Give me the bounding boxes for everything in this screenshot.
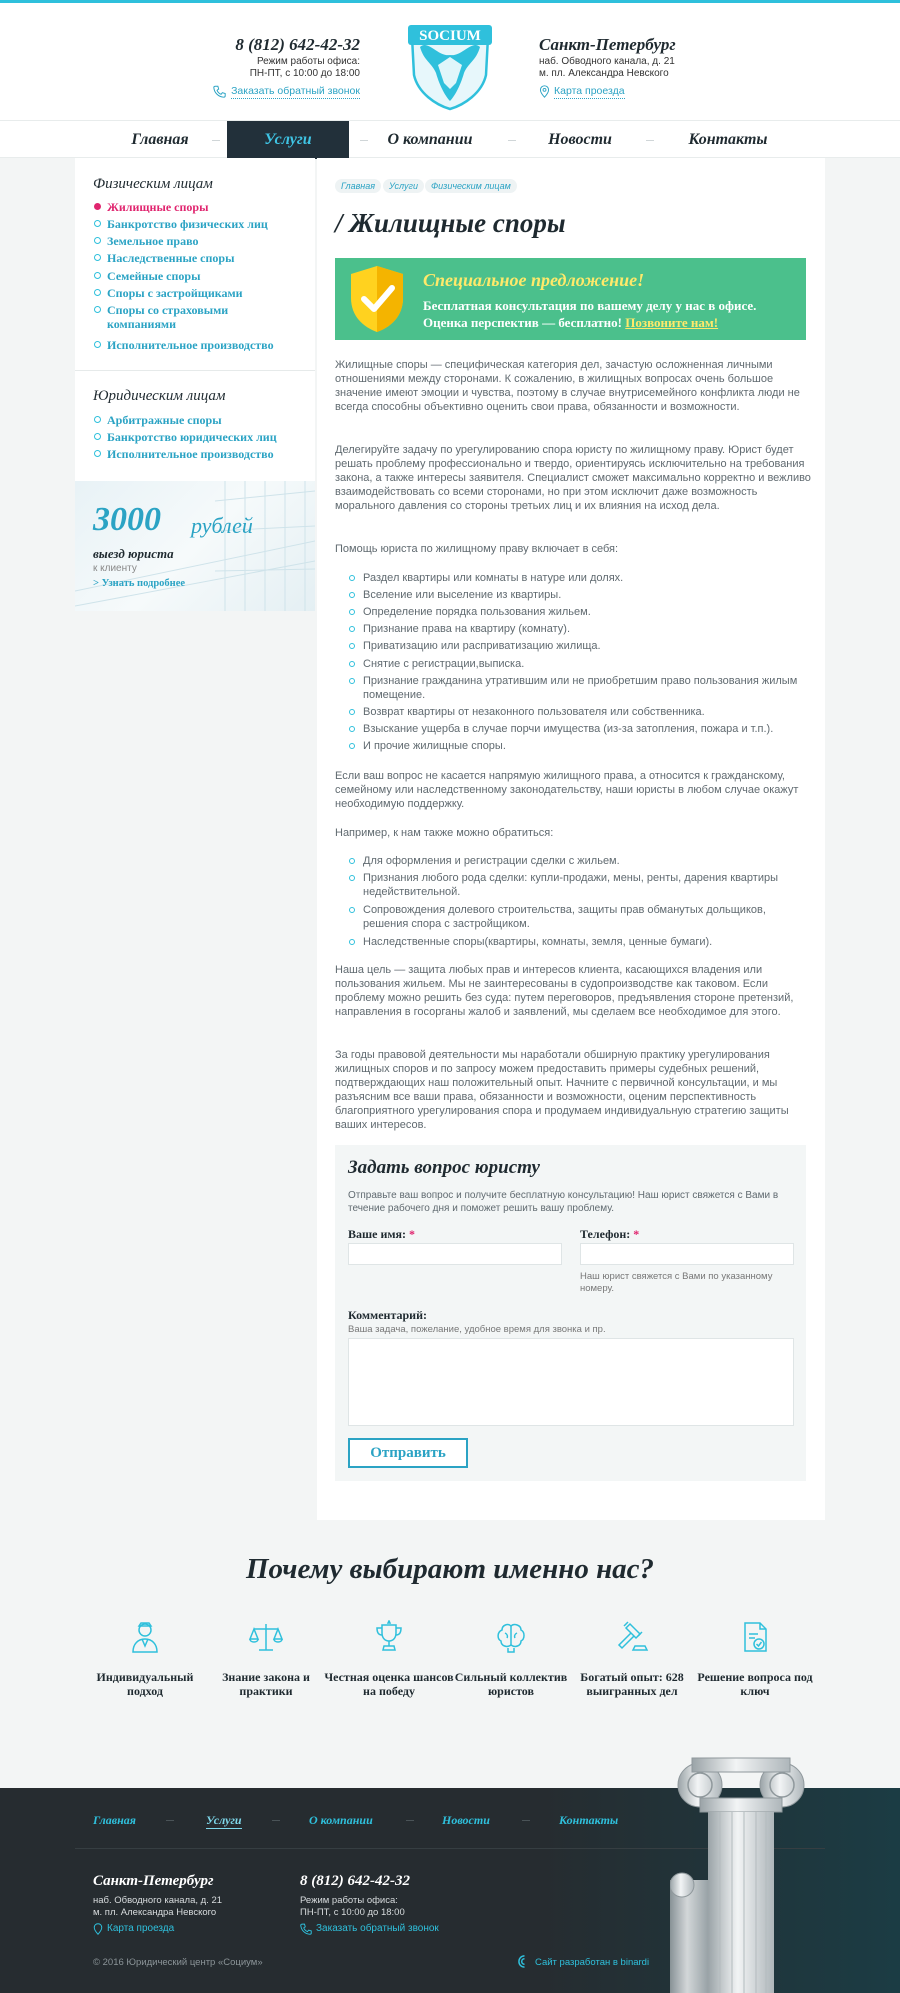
list-item: Признания любого рода сделки: купли-продажи, мены, ренты, дарения квартиры недействительной. — [363, 872, 779, 898]
promo-small-text: к клиенту — [93, 563, 137, 574]
sidebar-item-bankruptcy-individuals[interactable]: Банкротство физических лиц — [107, 217, 268, 231]
breadcrumb-services[interactable]: Услуги — [383, 179, 424, 193]
breadcrumb-home[interactable]: Главная — [335, 179, 381, 193]
list-item: Сопровождения долевого строительства, защиты прав обманутых дольщиков, решения спора с застройщиком. — [363, 904, 766, 930]
map-link[interactable]: Карта проезда — [554, 85, 625, 97]
nav-separator — [646, 140, 654, 141]
comment-hint: Ваша задача, пожелание, удобное время для звонка и пр. — [348, 1324, 606, 1335]
copyright: © 2016 Юридический центр «Социум» — [93, 1957, 263, 1968]
footer-nav-services[interactable]: Услуги — [206, 1813, 242, 1827]
list-bullet — [349, 743, 355, 749]
list-bullet — [349, 661, 355, 667]
column-image — [670, 1750, 810, 1993]
header-hours: ПН-ПТ, с 10:00 до 18:00 — [249, 68, 360, 79]
header-phone[interactable]: 8 (812) 642-42-32 — [235, 35, 360, 54]
sidebar-individuals-title: Физическим лицам — [93, 176, 213, 192]
sidebar-item-arbitration[interactable]: Арбитражные споры — [107, 413, 222, 427]
map-pin-icon — [93, 1923, 103, 1935]
sidebar-bullet — [94, 289, 101, 296]
sidebar-item-family[interactable]: Семейные споры — [107, 269, 201, 283]
brain-icon — [494, 1620, 528, 1654]
sidebar-item-enforcement[interactable]: Исполнительное производство — [107, 338, 274, 352]
list-bullet — [349, 875, 355, 881]
nav-services[interactable]: Услуги — [227, 121, 349, 159]
list-item: Наследственные споры(квартиры, комнаты, земля, ценные бумаги). — [363, 936, 713, 948]
sidebar-bullet — [94, 416, 101, 423]
required-mark: * — [409, 1227, 416, 1241]
footer-nav-separator — [522, 1820, 530, 1821]
footer-phone[interactable]: 8 (812) 642-42-32 — [300, 1873, 410, 1889]
document-check-icon — [738, 1620, 772, 1654]
sidebar — [75, 158, 315, 610]
paragraph-other: Если ваш вопрос не касается напрямую жилищного права, а относится к гражданскому, семейному или наследственному законодательству, наши юристы в любом случае окажут необходимую поддержку. — [335, 770, 799, 810]
form-title: Задать вопрос юристу — [348, 1157, 540, 1178]
why-item-label: Сильный коллектив юристов — [454, 1670, 568, 1698]
paragraph-experience: За годы правовой деятельности мы наработали обширную практику урегулирования жилищных споров и по запросу можем предоставить примеры судебных решений, подтверждающих наш положительный опыт. Начните с первичной консультации, и мы разъясним все ваши права, обязанности и возможности, оценим перспективность благоприятного урегулирования спора и продумаем индивидуальную стратегию защиты ваших интересов. — [335, 1049, 789, 1131]
offer-line1: Бесплатная консультация по вашему делу у нас в офисе. — [423, 298, 757, 313]
footer-nav-separator — [166, 1820, 174, 1821]
required-mark: * — [633, 1227, 640, 1241]
list-item: Признание права на квартиру (комнату). — [363, 623, 571, 635]
name-label — [348, 1227, 415, 1242]
sidebar-bullet — [94, 237, 101, 244]
header-hours-label: Режим работы офиса: — [256, 56, 360, 67]
question-form — [335, 1145, 806, 1481]
main-nav — [0, 120, 900, 158]
list-bullet — [349, 626, 355, 632]
sidebar-item-insurance[interactable]: Споры со страховыми компаниями — [107, 303, 229, 331]
footer-nav-separator — [406, 1820, 414, 1821]
nav-separator — [212, 140, 220, 141]
logo-text: SOCIUM — [419, 28, 481, 44]
why-us-title: Почему выбирают именно нас? — [245, 1553, 655, 1585]
submit-button[interactable]: Отправить — [348, 1438, 468, 1468]
paragraph-example: Например, к нам также можно обратиться: — [335, 827, 554, 839]
list-item: Вселение или выселение из квартиры. — [363, 589, 562, 601]
paragraph-delegate: Делегируйте задачу по урегулированию спора юристу по жилищному праву. Юрист будет решать проблему профессионально и твердо, ориентируясь исключительно на требования закона, а также интересы заявителя. Специалист сможет максимально корректно и вежливо взаимодействовать со всеми сторонами, но при этом исключит даже возможность морального давления со стороны третьих лиц и их влияния на исход дела. — [335, 444, 811, 512]
phone-label — [580, 1227, 639, 1242]
header — [0, 3, 900, 120]
paragraph-intro: Жилищные споры — специфическая категория дел, зачастую осложненная личными отношениями между сторонами. К сожалению, в жилищных вопросах очень большое значение имеют эмоции и чувства, поэтому в случае внутрисемейного конфликта люди не всегда способны объективно оценить свои права, обязанности и возможности. — [335, 359, 800, 413]
special-offer-banner — [335, 258, 806, 340]
name-input[interactable] — [348, 1243, 562, 1265]
sidebar-bullet — [94, 306, 101, 313]
sidebar-item-developers[interactable]: Споры с застройщиками — [107, 286, 243, 300]
footer-hours: ПН-ПТ, с 10:00 до 18:00 — [300, 1907, 405, 1918]
map-pin-icon — [539, 85, 550, 98]
list-bullet — [349, 858, 355, 864]
footer-map-link[interactable]: Карта проезда — [107, 1923, 175, 1934]
sidebar-bullet — [94, 272, 101, 279]
promo-currency: рублей — [191, 513, 253, 538]
name-label-text: Ваше имя: — [348, 1227, 407, 1241]
why-item-label: Знание закона и практики — [222, 1670, 310, 1698]
socium-logo[interactable] — [398, 17, 502, 111]
footer-nav-news[interactable]: Новости — [442, 1813, 490, 1827]
list-bullet — [349, 907, 355, 913]
list-item: И прочие жилищные споры. — [363, 740, 506, 752]
offer-line2 — [423, 315, 718, 331]
list-item: Раздел квартиры или комнаты в натуре или долях. — [363, 572, 624, 584]
list-bullet — [349, 709, 355, 715]
list-bullet — [349, 678, 355, 684]
list-item: Признание гражданина утратившим или не приобретшим право пользования жилым помещение. — [363, 675, 798, 701]
offer-line2-text: Оценка перспектив — бесплатно! — [423, 315, 622, 330]
sidebar-item-inheritance[interactable]: Наследственные споры — [107, 251, 235, 265]
callback-link[interactable]: Заказать обратный звонок — [231, 85, 360, 97]
footer-nav-separator — [272, 1820, 280, 1821]
breadcrumb-individuals[interactable]: Физическим лицам — [425, 179, 517, 193]
header-city: Санкт-Петербург — [539, 35, 676, 54]
footer-city: Санкт-Петербург — [93, 1873, 214, 1889]
list-bullet — [349, 575, 355, 581]
footer-hours-label: Режим работы офиса: — [300, 1895, 398, 1906]
list-item: Приватизацию или расприватизацию жилища. — [363, 640, 601, 652]
offer-title: Специальное предложение! — [423, 270, 645, 290]
sidebar-item-land[interactable]: Земельное право — [107, 234, 199, 248]
list-item: Определение порядка пользования жильем. — [363, 606, 591, 618]
list-bullet — [349, 726, 355, 732]
list-item: Возврат квартиры от незаконного пользователя или собственника. — [363, 706, 705, 718]
promo-banner[interactable] — [75, 481, 315, 611]
offer-call-link[interactable]: Позвоните нам! — [625, 315, 719, 330]
nav-contacts[interactable]: Контакты — [688, 131, 768, 148]
nav-news[interactable]: Новости — [548, 131, 612, 148]
sidebar-bullet — [94, 203, 101, 210]
nav-home[interactable]: Главная — [131, 131, 189, 148]
scales-icon — [249, 1620, 283, 1654]
footer-callback-link[interactable]: Заказать обратный звонок — [316, 1923, 439, 1934]
sidebar-item-enforcement-legal[interactable]: Исполнительное производство — [107, 447, 274, 461]
developer-link[interactable]: Сайт разработан в binardi — [535, 1957, 650, 1968]
why-item-label: Решение вопроса под ключ — [697, 1670, 813, 1698]
promo-subtitle: выезд юриста — [93, 546, 174, 561]
footer-nav-home[interactable]: Главная — [93, 1813, 136, 1827]
shield-check-icon — [349, 264, 405, 334]
phone-input[interactable] — [580, 1243, 794, 1265]
gavel-icon — [615, 1620, 649, 1654]
sidebar-legal-title: Юридическим лицам — [93, 388, 226, 404]
phone-label-text: Телефон: — [580, 1227, 631, 1241]
promo-amount: 3000 — [93, 501, 161, 538]
list-bullet — [349, 592, 355, 598]
list-item: Для оформления и регистрации сделки с жильем. — [363, 855, 620, 867]
nav-separator — [360, 140, 368, 141]
why-item-label: Индивидуальный подход — [96, 1670, 194, 1698]
footer-address-line2: м. пл. Александра Невского — [93, 1907, 217, 1918]
developer-logo-icon — [518, 1955, 531, 1968]
nav-about[interactable]: О компании — [387, 131, 473, 148]
promo-more-link[interactable]: > Узнать подробнее — [93, 578, 186, 589]
trophy-icon — [372, 1620, 406, 1654]
footer-address-line1: наб. Обводного канала, д. 21 — [93, 1895, 223, 1906]
why-item-label: Богатый опыт: 628 выигранных дел — [580, 1670, 684, 1698]
header-address-line1: наб. Обводного канала, д. 21 — [539, 56, 675, 67]
header-address-line2: м. пл. Александра Невского — [539, 68, 669, 79]
main-content — [317, 158, 825, 1520]
form-description: Отправьте ваш вопрос и получите бесплатную консультацию! Наш юрист свяжется с Вами в течение рабочего дня и поможет решить вашу проблему. — [348, 1190, 779, 1214]
lawyer-icon — [128, 1620, 162, 1654]
footer-nav-about[interactable]: О компании — [309, 1813, 373, 1827]
sidebar-item-housing[interactable]: Жилищные споры — [107, 200, 209, 214]
list-item: Взыскание ущерба в случае порчи имущества (из-за затопления, пожара и т.п.). — [363, 723, 774, 735]
sidebar-bullet — [94, 450, 101, 457]
phone-hint: Наш юрист свяжется с Вами по указанному номеру. — [580, 1271, 773, 1294]
list-bullet — [349, 609, 355, 615]
paragraph-goal: Наша цель — защита любых прав и интересов клиента, касающихся владения или пользования жильем. Мы не заинтересованы в судопроизводстве как таковом. Если проблему можно решить без суда: путем переговоров, предъявления стороне претензий, направления в госорганы жалоб и заявлений, мы сделаем все необходимое для этого. — [335, 964, 794, 1018]
sidebar-bullet — [94, 341, 101, 348]
page-title: / Жилищные споры — [335, 208, 566, 238]
comment-textarea[interactable] — [348, 1338, 794, 1426]
phone-icon — [213, 85, 226, 98]
sidebar-bullet — [94, 220, 101, 227]
nav-separator — [508, 140, 516, 141]
sidebar-divider — [75, 370, 315, 371]
sidebar-item-bankruptcy-legal[interactable]: Банкротство юридических лиц — [107, 430, 277, 444]
list-bullet — [349, 643, 355, 649]
list-bullet — [349, 939, 355, 945]
comment-label: Комментарий: — [348, 1308, 428, 1322]
why-item-label: Честная оценка шансов на победу — [324, 1670, 454, 1698]
phone-icon — [300, 1923, 312, 1935]
sidebar-bullet — [94, 254, 101, 261]
sidebar-bullet — [94, 433, 101, 440]
footer-nav-contacts[interactable]: Контакты — [559, 1813, 619, 1827]
list-item: Снятие с регистрации,выписка. — [363, 658, 525, 670]
paragraph-help: Помощь юриста по жилищному праву включает в себя: — [335, 543, 619, 555]
